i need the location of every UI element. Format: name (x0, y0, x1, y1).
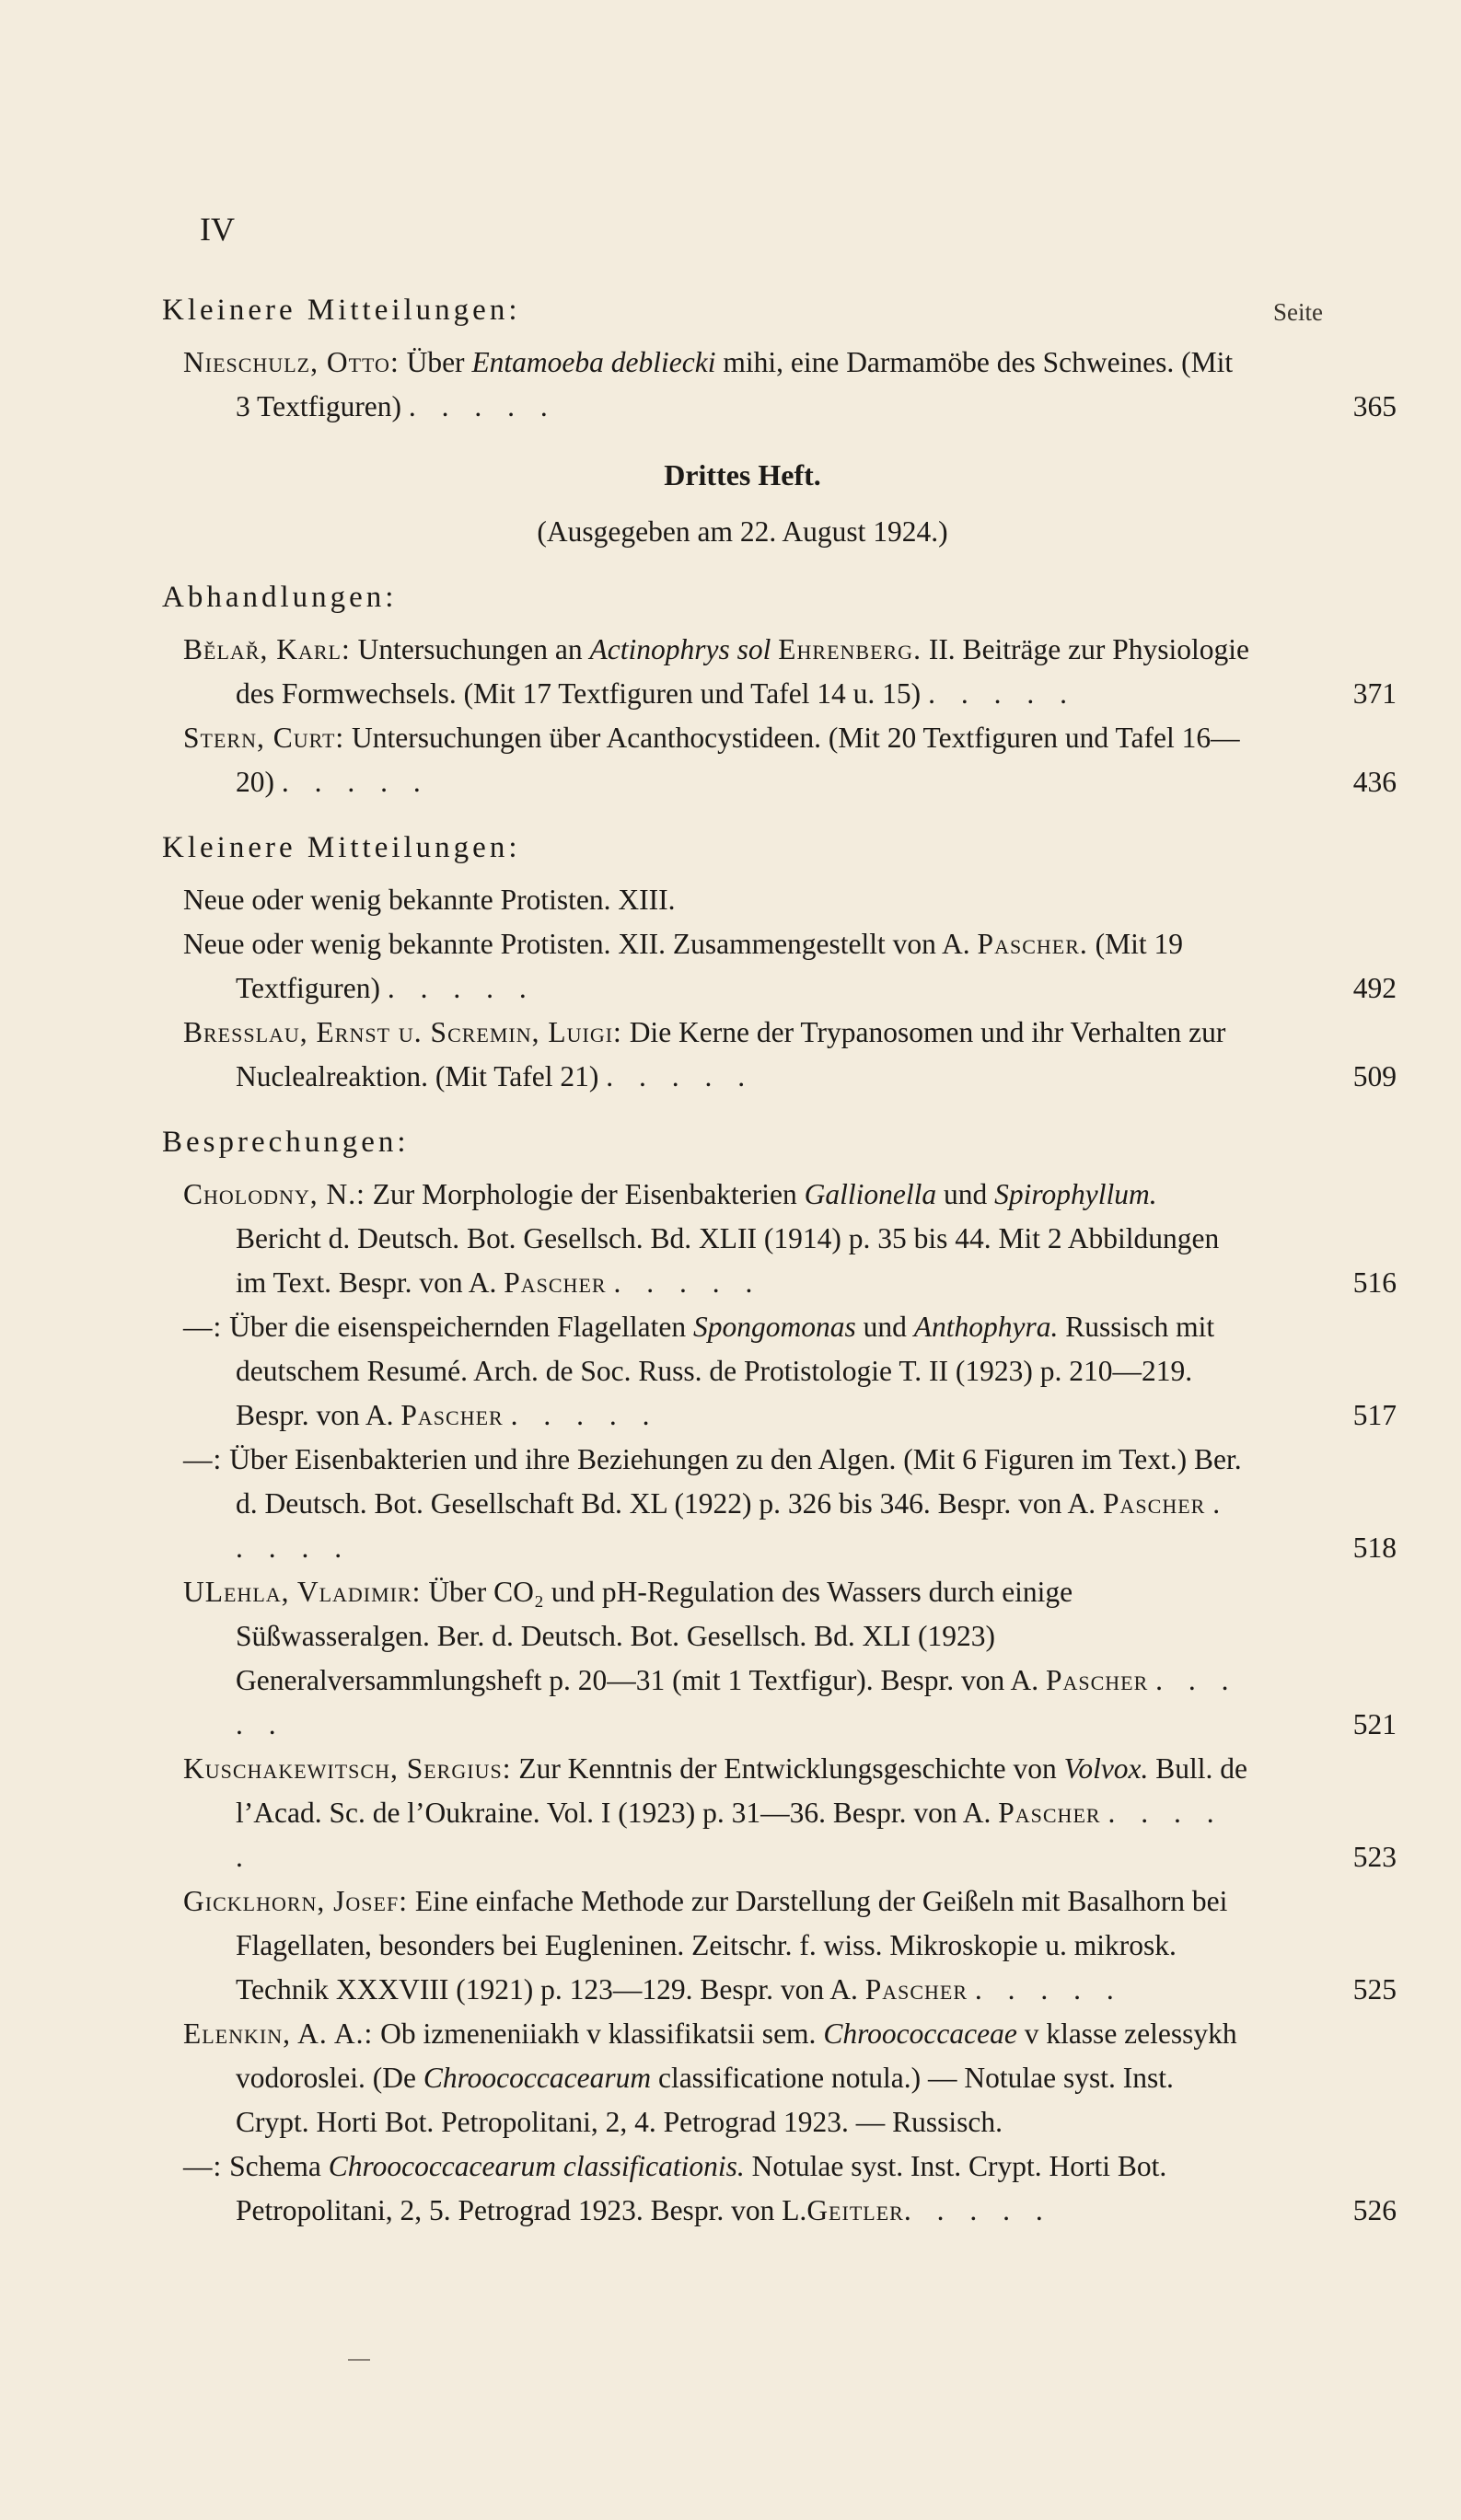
entry-text: Actinophrys sol (589, 633, 771, 665)
dot-leader: . . . . . (236, 1487, 1230, 1564)
page-ref: 525 (1352, 1973, 1397, 2006)
entry-text: Volvox. (1063, 1752, 1149, 1785)
issue-heading: Drittes Heft. (664, 458, 821, 491)
entry-author: Bělař, Karl: (183, 633, 351, 665)
entry-author: ULehla, Vladimir: (183, 1576, 422, 1608)
page-ref: 509 (1352, 1060, 1397, 1092)
dot-leader: . . . . . (236, 1664, 1238, 1740)
page-ref: 516 (1352, 1266, 1397, 1299)
entry-text: Untersuchungen an (350, 633, 590, 665)
toc-entry (162, 1747, 1397, 1879)
entry-text: Bull. de l’Acad. Sc. de l’Oukraine. Vol. I (1923) p. 31—36. Bespr. von A. (236, 1752, 1248, 1829)
entry-text: classificatione notula.) — Notulae syst. Inst. Crypt. Horti Bot. Petropolitani, 2, 4. Petrograd 1923. — Russisch. (236, 2062, 1174, 2138)
page-ref: 521 (1352, 1708, 1397, 1740)
dot-leader: . . . . . (236, 1797, 1223, 1873)
toc-entry (162, 716, 1397, 804)
entry-text: Ob izmeneniiakh v klassifikatsii sem. (373, 2017, 824, 2050)
toc-entry (162, 341, 1397, 429)
entry-text: Russisch mit deutschem Resumé. Arch. de Soc. Russ. de Protistologie T. II (1923) p. 210—219. Bespr. von A. (236, 1311, 1215, 1431)
section-heading: Besprechungen: (162, 1126, 410, 1159)
entry-text: Pascher (1045, 1664, 1149, 1696)
entry-text: Schema (222, 2150, 329, 2182)
entry-text: Geitler (806, 2194, 904, 2226)
section-heading: Abhandlungen: (162, 581, 398, 614)
entry-text: Pascher (864, 1973, 968, 2006)
page-ref: 365 (1352, 390, 1397, 422)
entry-text: v klasse zelessykh vodoroslei. (De (236, 2017, 1237, 2094)
toc-entry (162, 628, 1397, 716)
entry-text: Pascher (1103, 1487, 1206, 1520)
entry-text: Untersuchungen über Acanthocystideen. (Mit 20 Textfiguren und Tafel 16—20) (236, 722, 1240, 798)
entry-author: —: (183, 2150, 223, 2182)
entry-author: Kuschakewitsch, Sergius: (183, 1752, 512, 1785)
entry-text: Zur Kenntnis der Entwicklungsgeschichte von (511, 1752, 1064, 1785)
entry-text: (Mit 19 Textfiguren) (236, 928, 1184, 1004)
toc-entry (162, 1305, 1397, 1438)
dot-leader: . . . . . (387, 972, 536, 1004)
entry-text: Spirophyllum. (994, 1178, 1157, 1210)
toc-entry (162, 922, 1397, 1011)
dot-leader: . . . . . (606, 1060, 755, 1092)
dot-leader: . . . . . (281, 766, 430, 798)
entry-text: Neue oder wenig bekannte Protisten. XIII. (183, 884, 676, 916)
toc-entry (162, 2144, 1397, 2233)
dot-leader: . . . . . (928, 677, 1076, 710)
entry-text: Chroococcacearum classificationis. (328, 2150, 745, 2182)
entry-text: Eine einfache Methode zur Darstellung der Geißeln mit Basalhorn bei Flagellaten, besonders bei Eugleninen. Zeitschr. f. wiss. Mikroskopie u. mikrosk. Technik XXXVIII (1921) p. 123—129. Bespr. von A. (236, 1885, 1228, 2006)
section-heading: Kleinere Mitteilungen: (162, 831, 521, 864)
toc-entry (162, 878, 1323, 922)
entry-text: II. Beiträge zur Physiologie des Formwechsels. (Mit 17 Textfiguren und Tafel 14 u. 15) (236, 633, 1249, 710)
toc-entry (162, 1011, 1397, 1099)
dot-leader: . . . . . (903, 2194, 1052, 2226)
dot-leader: . . . . . (510, 1399, 659, 1431)
entry-author: Gicklhorn, Josef: (183, 1885, 408, 1917)
entry-text: Pascher (504, 1266, 607, 1299)
toc-entry (162, 1438, 1397, 1570)
page-number: IV (200, 211, 235, 248)
entry-text: Anthophyra. (913, 1311, 1059, 1343)
entry-text (1148, 1664, 1155, 1696)
dot-leader: . . . . . (974, 1973, 1123, 2006)
entry-text: Neue oder wenig bekannte Protisten. XII. Zusammengestellt von A. (183, 928, 978, 960)
entry-text: Chroococcaceae (823, 2017, 1017, 2050)
entry-text: mihi, eine Darmamöbe des Schweines. (Mit 3 Textfiguren) (236, 346, 1234, 422)
entry-text: und (855, 1311, 914, 1343)
seite-label: Seite (1273, 298, 1323, 326)
toc-entry (162, 1173, 1397, 1305)
entry-text: Notulae syst. Inst. Crypt. Horti Bot. Petropolitani, 2, 5. Petrograd 1923. Bespr. von L. (236, 2150, 1167, 2226)
entry-text: Die Kerne der Trypanosomen und ihr Verhalten zur Nuclealreaktion. (Mit Tafel 21) (236, 1016, 1226, 1092)
issue-date: (Ausgegeben am 22. August 1924.) (537, 515, 948, 548)
dot-leader: . . . . . (408, 390, 557, 422)
toc-entry (162, 1879, 1397, 2012)
page-ref: 517 (1352, 1399, 1397, 1431)
entry-author: Bresslau, Ernst u. Scremin, Luigi: (183, 1016, 622, 1048)
entry-text: Gallionella (804, 1178, 937, 1210)
entry-text: Zur Morphologie der Eisenbakterien (365, 1178, 805, 1210)
entry-text (504, 1399, 511, 1431)
entry-text: Pascher (400, 1399, 504, 1431)
entry-text: Spongomonas (692, 1311, 856, 1343)
entry-text: Über Eisenbakterien und ihre Beziehungen zu den Algen. (Mit 6 Figuren im Text.) Ber. d. Deutsch. Bot. Gesellschaft Bd. XL (1922) p. 326 bis 346. Bespr. von A. (222, 1443, 1242, 1520)
entry-author: —: (183, 1443, 223, 1475)
entry-author: Elenkin, A. A.: (183, 2017, 374, 2050)
page-ref: 436 (1352, 766, 1397, 798)
entry-text: Entamoeba debliecki (471, 346, 716, 378)
entry-author: Cholodny, N.: (183, 1178, 365, 1210)
toc-entry (162, 2012, 1323, 2144)
entry-text: Pascher (998, 1797, 1101, 1829)
page-ref: 523 (1352, 1841, 1397, 1873)
section-heading: Kleinere Mitteilungen: (162, 294, 521, 327)
dot-leader: . . . . . (613, 1266, 762, 1299)
entry-text: Ehrenberg. (778, 633, 922, 665)
entry-author: Nieschulz, Otto: (183, 346, 400, 378)
entry-text (968, 1973, 975, 2006)
entry-text: Bericht d. Deutsch. Bot. Gesellsch. Bd. XLII (1914) p. 35 bis 44. Mit 2 Abbildungen im Text. Bespr. von A. (236, 1222, 1220, 1299)
entry-author: Stern, Curt: (183, 722, 345, 754)
page-ref: 518 (1352, 1532, 1397, 1564)
footer-dash (348, 2359, 370, 2361)
entry-author: —: (183, 1311, 223, 1343)
entry-text: Über die eisenspeichernden Flagellaten (222, 1311, 693, 1343)
entry-text: Über (399, 346, 472, 378)
toc-entry (162, 1570, 1397, 1747)
entry-text: Pascher. (977, 928, 1088, 960)
page-ref: 526 (1352, 2194, 1397, 2226)
page-ref: 371 (1352, 677, 1397, 710)
entry-text: Über CO₂ und pH-Regulation des Wassers durch einige Süßwasseralgen. Ber. d. Deutsch. Bot. Gesellsch. Bd. XLI (1923) Generalversammlungsheft p. 20—31 (mit 1 Textfigur). Bespr. von A. (236, 1576, 1073, 1696)
entry-text: Chroococcacearum (423, 2062, 652, 2094)
table-of-contents (162, 276, 1397, 2233)
entry-text: und (936, 1178, 995, 1210)
page-ref: 492 (1352, 972, 1397, 1004)
